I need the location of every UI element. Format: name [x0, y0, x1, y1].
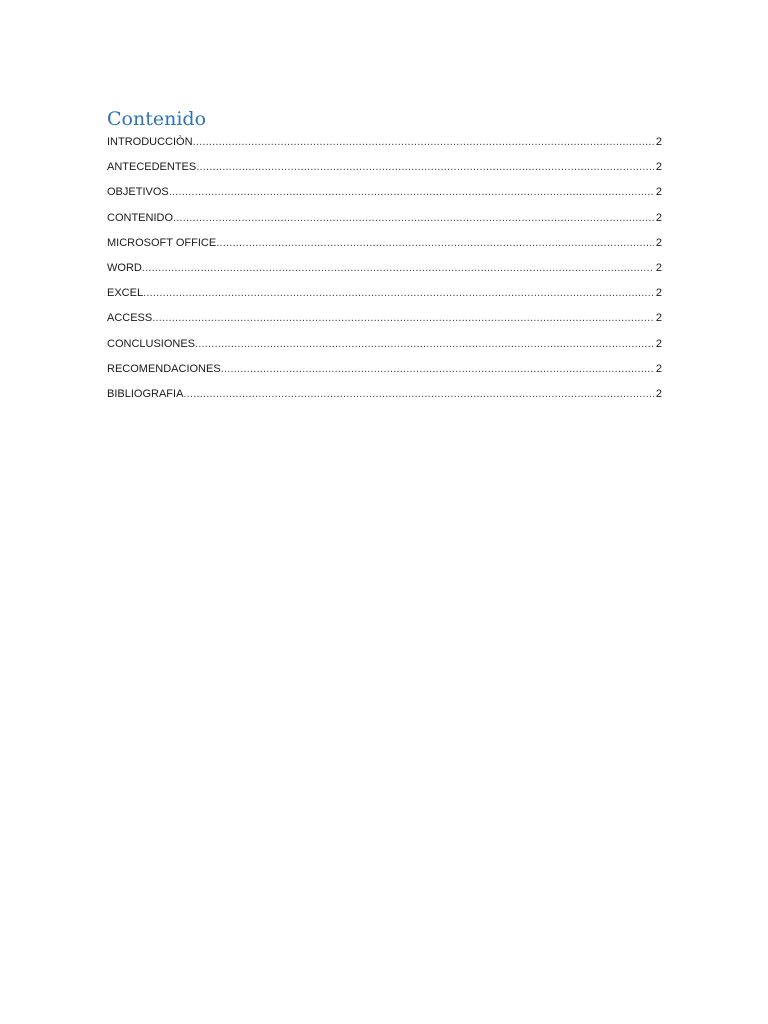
toc-entry-microsoft-office[interactable]	[107, 237, 662, 262]
toc-entry-label: RECOMENDACIONES	[107, 362, 221, 375]
toc-entry-page: 2	[655, 287, 662, 300]
toc-dot-leader	[173, 212, 654, 224]
toc-dot-leader	[152, 312, 654, 324]
toc-entry-page: 2	[655, 186, 662, 199]
toc-entry-page: 2	[655, 312, 662, 325]
table-of-contents	[107, 107, 662, 413]
toc-entry-page: 2	[655, 337, 662, 350]
toc-dot-leader	[143, 287, 654, 299]
toc-entry-objetivos[interactable]	[107, 186, 662, 211]
toc-entry-page: 2	[655, 236, 662, 249]
toc-entry-label: CONCLUSIONES	[107, 337, 196, 350]
toc-dot-leader	[169, 186, 654, 198]
toc-dot-leader	[195, 338, 654, 350]
toc-entry-label: CONTENIDO	[107, 211, 173, 224]
toc-entry-page: 2	[655, 387, 662, 400]
toc-dot-leader	[193, 136, 654, 148]
toc-entry-label: ACCESS	[107, 312, 153, 325]
toc-dot-leader	[142, 262, 654, 274]
toc-entry-page: 2	[655, 362, 662, 375]
toc-entry-bibliografia[interactable]	[107, 388, 662, 413]
toc-entry-antecedentes[interactable]	[107, 161, 662, 186]
toc-entry-excel[interactable]	[107, 287, 662, 312]
toc-entry-label: OBJETIVOS	[107, 186, 169, 199]
toc-list	[107, 136, 662, 413]
toc-entry-access[interactable]	[107, 312, 662, 337]
toc-entry-label: ANTECEDENTES	[107, 161, 197, 174]
toc-entry-label: WORD	[107, 261, 142, 274]
toc-entry-page: 2	[655, 136, 662, 148]
toc-entry-page: 2	[655, 211, 662, 224]
toc-dot-leader	[221, 363, 654, 375]
toc-entry-conclusiones[interactable]	[107, 338, 662, 363]
toc-entry-introduccion[interactable]	[107, 136, 662, 161]
toc-dot-leader	[196, 161, 654, 173]
toc-title: Contenido	[107, 108, 207, 130]
toc-entry-page: 2	[655, 261, 662, 274]
toc-dot-leader	[183, 388, 653, 400]
toc-entry-recomendaciones[interactable]	[107, 363, 662, 388]
toc-entry-label: INTRODUCCIÒN	[107, 136, 193, 148]
toc-entry-word[interactable]	[107, 262, 662, 287]
toc-entry-label: MICROSOFT OFFICE	[107, 236, 217, 249]
toc-entry-label: EXCEL	[107, 287, 144, 300]
toc-entry-page: 2	[655, 161, 662, 174]
toc-dot-leader	[216, 237, 654, 249]
toc-entry-label: BIBLIOGRAFIA	[107, 387, 184, 400]
toc-entry-contenido[interactable]	[107, 212, 662, 237]
